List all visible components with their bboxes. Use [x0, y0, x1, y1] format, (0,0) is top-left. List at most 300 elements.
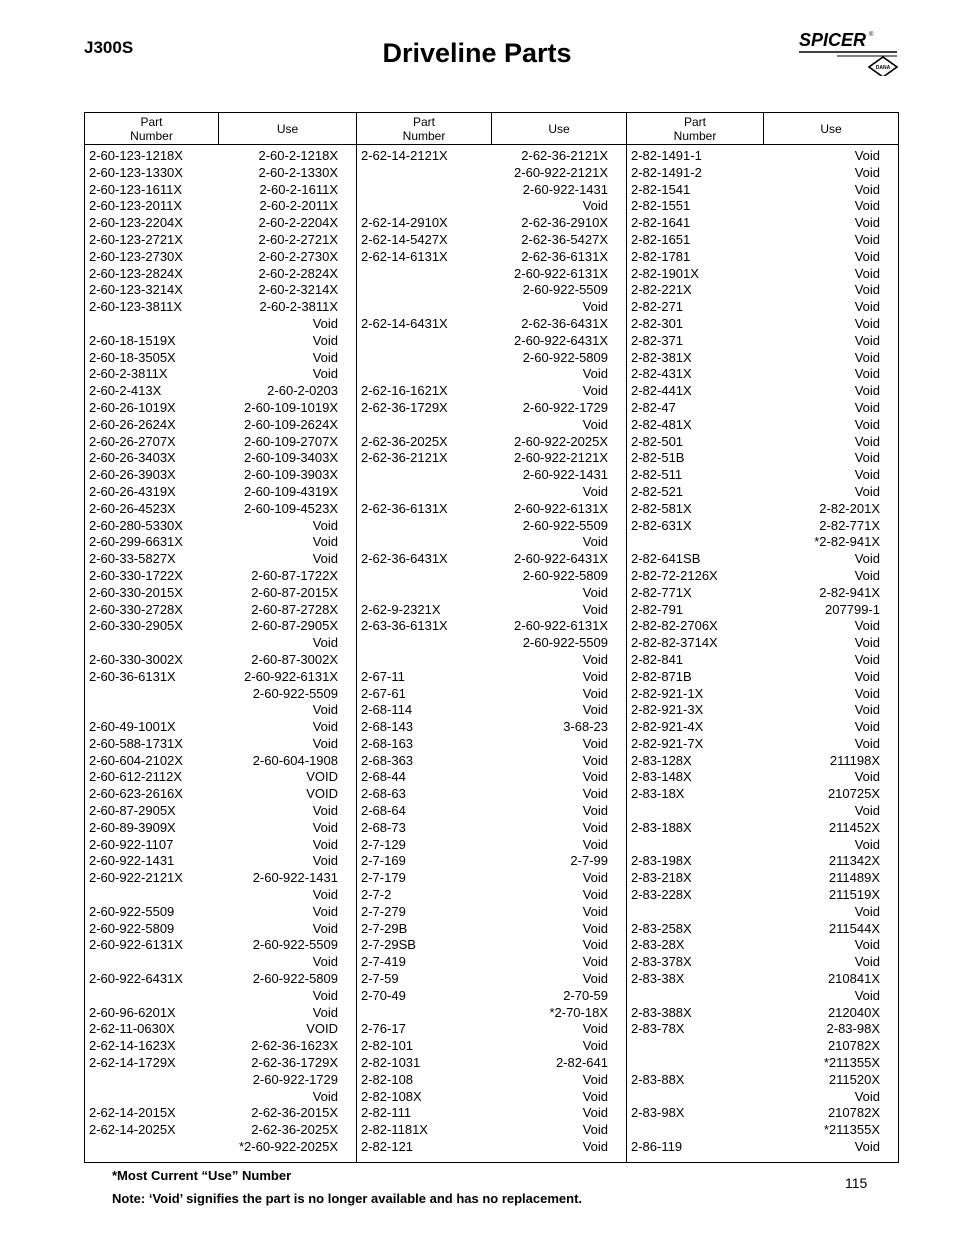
table-cell: 2-60-922-2121X	[514, 450, 608, 466]
table-cell: 211544X	[828, 920, 880, 936]
column-use-3	[764, 145, 899, 1163]
header-use-3: Use	[764, 113, 899, 145]
table-cell: Void	[312, 517, 338, 533]
table-cell: Void	[312, 551, 338, 567]
table-cell: 2-60-2-2730X	[258, 248, 338, 264]
table-cell: 2-60-330-1722X	[89, 567, 183, 583]
table-cell: 210782X	[827, 1105, 880, 1121]
table-cell: 2-60-123-1330X	[89, 164, 183, 180]
table-cell: Void	[854, 282, 880, 298]
table-cell: 2-83-148X	[631, 769, 692, 785]
table-cell: 2-82-301	[631, 315, 684, 331]
table-cell: Void	[582, 1021, 608, 1037]
table-cell: 2-62-36-2025X	[361, 433, 448, 449]
table-cell: Void	[312, 836, 338, 852]
table-cell: 2-83-78X	[631, 1021, 685, 1037]
table-cell: 2-82-921-1X	[631, 685, 704, 701]
table-cell: 2-82-1551	[631, 198, 691, 214]
table-cell: 2-82-108	[361, 1071, 414, 1087]
table-cell: 2-62-36-2025X	[251, 1122, 338, 1138]
table-cell: Void	[854, 618, 880, 634]
table-cell: 2-60-2-3811X	[89, 366, 168, 382]
table-cell: 2-62-14-2121X	[361, 148, 448, 163]
table-cell: Void	[312, 735, 338, 751]
table-cell: 211198X	[829, 752, 880, 768]
table-cell: Void	[854, 148, 880, 163]
table-cell: 2-60-2-1330X	[258, 164, 338, 180]
table-cell: 2-82-101	[361, 1038, 414, 1054]
table-cell: Void	[312, 366, 338, 382]
table-cell: Void	[582, 803, 608, 819]
table-cell: Void	[582, 383, 608, 399]
table-cell: 2-82-1541	[631, 181, 691, 197]
table-cell	[631, 837, 764, 854]
table-cell: 2-60-588-1731X	[89, 735, 183, 751]
table-cell	[361, 585, 492, 602]
table-cell: Void	[854, 769, 880, 785]
table-cell: Void	[582, 920, 608, 936]
table-cell	[361, 417, 492, 434]
table-cell: Void	[582, 752, 608, 768]
table-cell: 2-82-82-3714X	[631, 635, 718, 651]
table-cell: Void	[854, 467, 880, 483]
table-cell: 2-60-87-2905X	[89, 803, 176, 819]
table-cell: 2-60-922-5809	[252, 971, 338, 987]
table-cell: 211342X	[828, 853, 880, 869]
table-cell: 2-62-36-1623X	[251, 1038, 338, 1054]
table-cell	[89, 1139, 219, 1156]
table-cell: Void	[854, 635, 880, 651]
table-cell	[89, 887, 219, 904]
header-use-2: Use	[492, 113, 627, 145]
table-cell: Void	[312, 635, 338, 651]
table-cell: 2-62-11-0630X	[89, 1021, 175, 1037]
table-cell: Void	[582, 735, 608, 751]
table-cell	[631, 1038, 764, 1055]
table-cell: 2-60-280-5330X	[89, 517, 183, 533]
table-cell: 2-60-922-5509	[252, 685, 338, 701]
table-cell: 2-82-1491-1	[631, 148, 702, 163]
table-cell: Void	[312, 534, 338, 550]
column-part-number-3	[627, 145, 764, 1163]
table-cell: Void	[854, 433, 880, 449]
table-cell: 2-60-109-2707X	[244, 433, 338, 449]
table-cell: Void	[312, 803, 338, 819]
table-cell: 2-60-922-5509	[522, 635, 608, 651]
table-cell: 211519X	[828, 887, 880, 903]
table-cell: 2-67-11	[361, 668, 405, 684]
table-cell: 211489X	[828, 870, 880, 886]
table-cell: 2-68-44	[361, 769, 406, 785]
table-cell: 2-82-791	[631, 601, 684, 617]
table-cell	[361, 1005, 492, 1022]
table-cell: Void	[312, 903, 338, 919]
table-cell: 2-62-16-1621X	[361, 383, 448, 399]
table-cell	[361, 534, 492, 551]
table-cell: 2-82-921-3X	[631, 702, 704, 718]
table-cell	[631, 1089, 764, 1106]
table-cell: 210725X	[827, 786, 880, 802]
table-cell: Void	[854, 315, 880, 331]
table-cell: Void	[582, 870, 608, 886]
table-cell: 2-60-612-2112X	[89, 769, 182, 785]
table-cell	[89, 635, 219, 652]
table-cell	[89, 316, 219, 333]
table-cell: 2-60-123-2730X	[89, 248, 183, 264]
table-cell: 2-62-36-5427X	[521, 231, 608, 247]
table-cell: Void	[854, 651, 880, 667]
table-cell	[631, 803, 764, 820]
table-cell: Void	[582, 416, 608, 432]
column-part-number-2	[357, 145, 492, 1163]
table-cell: 2-62-36-1729X	[361, 399, 448, 415]
table-cell: 2-60-922-6131X	[514, 265, 608, 281]
table-cell: 3-68-23	[563, 719, 608, 735]
table-cell: 2-68-363	[361, 752, 414, 768]
table-cell: Void	[854, 299, 880, 315]
table-cell: 2-60-36-6131X	[89, 668, 176, 684]
table-cell: 2-68-73	[361, 819, 406, 835]
table-cell	[89, 702, 219, 719]
table-cell: 2-82-921-7X	[631, 735, 704, 751]
table-cell: 2-60-2-2721X	[258, 231, 338, 247]
table-cell: 2-60-123-3214X	[89, 282, 183, 298]
table-cell: Void	[854, 265, 880, 281]
table-cell	[361, 299, 492, 316]
table-cell: 2-62-14-2025X	[89, 1122, 176, 1138]
table-cell: 2-60-922-5809	[522, 567, 608, 583]
table-cell: 2-70-59	[563, 987, 608, 1003]
table-cell: 2-82-1651	[631, 231, 691, 247]
table-cell: Void	[312, 954, 338, 970]
table-cell: 2-60-109-4523X	[244, 500, 338, 516]
table-cell: Void	[312, 702, 338, 718]
table-cell: 2-60-2-413X	[89, 383, 162, 399]
table-cell: 2-60-922-5509	[252, 937, 338, 953]
table-cell: 2-60-922-6431X	[514, 332, 608, 348]
table-cell	[631, 534, 764, 551]
table-cell: 2-82-1641	[631, 215, 691, 231]
table-cell: 2-68-63	[361, 786, 406, 802]
table-cell: 2-82-641SB	[631, 551, 701, 567]
table-cell: 2-7-99	[570, 853, 608, 869]
table-cell	[361, 266, 492, 283]
table-cell: Void	[854, 1088, 880, 1104]
table-cell	[361, 635, 492, 652]
table-cell: Void	[854, 702, 880, 718]
table-cell: 2-62-36-6431X	[521, 315, 608, 331]
table-cell: 2-60-623-2616X	[89, 786, 183, 802]
table-cell	[361, 282, 492, 299]
table-cell: 2-60-922-5509	[522, 517, 608, 533]
table-cell: 2-60-922-1107	[89, 836, 174, 852]
table-cell: Void	[582, 483, 608, 499]
table-cell: 2-62-14-2015X	[89, 1105, 176, 1121]
table-cell: 2-67-61	[361, 685, 406, 701]
table-cell: Void	[854, 567, 880, 583]
table-cell: 2-60-922-6131X	[514, 618, 608, 634]
table-cell: 2-62-36-2121X	[361, 450, 448, 466]
table-cell: Void	[854, 383, 880, 399]
table-cell: Void	[312, 987, 338, 1003]
table-cell: Void	[582, 836, 608, 852]
table-cell: 2-62-14-2910X	[361, 215, 448, 231]
table-cell: 2-82-221X	[631, 282, 692, 298]
table-cell: 2-83-38X	[631, 971, 685, 987]
table-cell: 2-60-922-6131X	[89, 937, 183, 953]
table-cell: Void	[854, 1139, 880, 1155]
table-cell: 2-62-36-2910X	[521, 215, 608, 231]
table-cell: 2-62-36-6131X	[521, 248, 608, 264]
table-cell: 2-60-109-3403X	[244, 450, 338, 466]
table-cell: 2-60-123-1611X	[89, 181, 182, 197]
table-cell: 207799-1	[825, 601, 880, 617]
table-cell: 2-83-98X	[826, 1021, 880, 1037]
table-cell: 2-62-14-1729X	[89, 1055, 176, 1071]
table-cell: 2-60-26-1019X	[89, 399, 176, 415]
table-cell: 2-60-2-3811X	[259, 299, 338, 315]
table-cell: 2-82-371	[631, 332, 684, 348]
table-cell: 2-82-1491-2	[631, 164, 702, 180]
table-cell: Void	[582, 971, 608, 987]
table-cell: 2-60-33-5827X	[89, 551, 176, 567]
table-cell: 2-60-922-5809	[522, 349, 608, 365]
table-cell	[361, 568, 492, 585]
table-cell: 2-62-9-2321X	[361, 601, 441, 617]
table-cell: 2-60-87-2728X	[251, 601, 338, 617]
table-cell: Void	[312, 853, 338, 869]
table-cell: Void	[582, 819, 608, 835]
table-cell: Void	[854, 685, 880, 701]
table-cell: 212040X	[827, 1004, 880, 1020]
table-cell: 2-68-114	[361, 702, 413, 718]
table-body-row	[85, 145, 899, 1163]
table-cell: 2-83-128X	[631, 752, 692, 768]
table-cell: Void	[312, 349, 338, 365]
table-cell: 2-83-228X	[631, 887, 692, 903]
table-cell: 2-60-922-1431	[522, 181, 608, 197]
table-cell: 2-60-922-1431	[89, 853, 175, 869]
table-cell: 2-60-922-1431	[522, 467, 608, 483]
header-part-number-3: Part Number	[627, 113, 764, 145]
table-cell: 2-62-36-2121X	[521, 148, 608, 163]
table-cell: 2-7-59	[361, 971, 399, 987]
table-cell	[361, 350, 492, 367]
table-cell: 2-82-481X	[631, 416, 692, 432]
table-cell: 2-60-922-6131X	[244, 668, 338, 684]
table-cell: 210841X	[827, 971, 880, 987]
table-cell: Void	[854, 332, 880, 348]
table-cell: 2-60-109-1019X	[244, 399, 338, 415]
parts-table	[84, 112, 899, 1163]
table-cell: 2-60-922-2025X	[514, 433, 608, 449]
table-cell: Void	[582, 954, 608, 970]
table-cell: 2-60-26-4523X	[89, 500, 176, 516]
table-cell: 2-62-14-5427X	[361, 231, 448, 247]
table-cell: 2-82-771X	[819, 517, 880, 533]
table-cell: 2-60-922-1729	[522, 399, 608, 415]
column-use-2	[492, 145, 627, 1163]
table-cell: 2-82-1181X	[361, 1122, 428, 1138]
table-cell: 2-60-922-1729	[252, 1071, 338, 1087]
table-cell: 2-60-123-2824X	[89, 265, 183, 281]
table-cell: 2-82-72-2126X	[631, 567, 718, 583]
table-cell: 2-60-2-2011X	[259, 198, 338, 214]
table-cell: Void	[854, 416, 880, 432]
model-code: J300S	[84, 38, 134, 57]
table-cell: Void	[854, 483, 880, 499]
table-cell: 210782X	[827, 1038, 880, 1054]
table-cell: 2-60-330-2905X	[89, 618, 183, 634]
table-cell: 2-82-511	[631, 467, 683, 483]
table-cell: Void	[854, 836, 880, 852]
table-cell	[631, 988, 764, 1005]
table-cell: Void	[582, 366, 608, 382]
table-cell: Void	[854, 668, 880, 684]
table-cell: 2-60-604-2102X	[89, 752, 183, 768]
table-cell: 2-83-378X	[631, 954, 692, 970]
table-cell: 2-82-1901X	[631, 265, 699, 281]
header-part-number-2: Part Number	[357, 113, 492, 145]
table-cell: 2-7-129	[361, 836, 406, 852]
table-cell: 2-60-2-1218X	[258, 148, 338, 163]
table-cell: 2-60-922-5509	[522, 282, 608, 298]
logo-wordmark: SPICER	[799, 30, 867, 50]
table-cell	[89, 1089, 219, 1106]
table-cell: 2-7-419	[361, 954, 406, 970]
footnote-current-use: *Most Current “Use” Number	[112, 1168, 292, 1183]
table-cell	[361, 652, 492, 669]
table-cell: 2-7-169	[361, 853, 406, 869]
table-cell: 2-82-201X	[819, 500, 880, 516]
table-cell: 2-60-922-6131X	[514, 500, 608, 516]
table-cell: 2-60-2-2204X	[258, 215, 338, 231]
table-cell: 2-60-604-1908	[252, 752, 338, 768]
table-cell	[361, 518, 492, 535]
table-cell: Void	[582, 903, 608, 919]
logo-badge: DANA	[875, 65, 891, 71]
table-cell: 2-82-501	[631, 433, 684, 449]
header-part-number-1: Part Number	[85, 113, 219, 145]
table-cell: 2-60-299-6631X	[89, 534, 183, 550]
table-cell: 2-76-17	[361, 1021, 406, 1037]
table-cell: 2-60-26-2707X	[89, 433, 176, 449]
table-cell: 2-83-188X	[631, 819, 692, 835]
table-cell: Void	[854, 735, 880, 751]
table-cell: 2-82-1781	[631, 248, 691, 264]
table-cell: 2-60-922-2121X	[89, 870, 183, 886]
table-cell: 2-82-441X	[631, 383, 692, 399]
table-cell: 2-62-36-6131X	[361, 500, 448, 516]
table-cell: Void	[854, 198, 880, 214]
table-cell: 2-82-521	[631, 483, 684, 499]
table-cell: 2-62-14-6131X	[361, 248, 448, 264]
table-cell: Void	[582, 198, 608, 214]
table-cell: 2-70-49	[361, 987, 406, 1003]
table-cell: 2-60-26-3403X	[89, 450, 176, 466]
table-cell: 2-82-921-4X	[631, 719, 704, 735]
table-cell: Void	[854, 164, 880, 180]
table-cell: 2-82-51B	[631, 450, 685, 466]
table-cell: Void	[312, 920, 338, 936]
header-use-1: Use	[219, 113, 357, 145]
table-cell: Void	[582, 702, 608, 718]
table-cell: 2-86-119	[631, 1139, 683, 1155]
table-cell: 2-60-2-1611X	[259, 181, 338, 197]
table-cell	[631, 1055, 764, 1072]
table-cell: Void	[582, 601, 608, 617]
table-cell: Void	[582, 1071, 608, 1087]
table-cell	[89, 686, 219, 703]
table-cell	[361, 182, 492, 199]
table-cell: Void	[582, 769, 608, 785]
table-cell: 2-60-87-3002X	[251, 651, 338, 667]
table-cell: Void	[854, 803, 880, 819]
table-cell: Void	[582, 937, 608, 953]
table-cell: Void	[582, 786, 608, 802]
table-cell: 2-60-2-2824X	[258, 265, 338, 281]
table-cell: Void	[312, 719, 338, 735]
table-cell: Void	[854, 181, 880, 197]
table-cell: 2-60-922-5509	[89, 903, 175, 919]
table-cell	[361, 484, 492, 501]
table-cell: 2-60-123-3811X	[89, 299, 182, 315]
table-cell: *211355X	[823, 1122, 880, 1138]
table-cell: 2-60-109-3903X	[244, 467, 338, 483]
table-cell: Void	[854, 231, 880, 247]
table-header-row	[85, 113, 899, 145]
table-cell: Void	[582, 1139, 608, 1155]
table-cell: 2-7-179	[361, 870, 406, 886]
table-cell: 2-83-88X	[631, 1071, 685, 1087]
table-cell: Void	[854, 987, 880, 1003]
table-cell: 2-7-2	[361, 887, 392, 903]
table-cell: 2-83-28X	[631, 937, 685, 953]
table-cell: Void	[312, 1088, 338, 1104]
table-cell: 2-82-631X	[631, 517, 692, 533]
table-cell: 2-60-109-2624X	[244, 416, 338, 432]
table-cell: Void	[582, 887, 608, 903]
table-cell: Void	[854, 903, 880, 919]
table-cell: 2-82-941X	[819, 584, 880, 600]
table-cell: Void	[582, 1038, 608, 1054]
table-cell: 2-63-36-6131X	[361, 618, 448, 634]
table-cell: 2-83-18X	[631, 786, 685, 802]
table-cell	[361, 366, 492, 383]
table-cell: Void	[854, 719, 880, 735]
table-cell: 2-60-26-4319X	[89, 483, 176, 499]
table-cell: 2-82-47	[631, 399, 676, 415]
table-cell: Void	[854, 248, 880, 264]
table-cell	[361, 198, 492, 215]
spicer-logo	[797, 30, 901, 76]
table-cell: 211520X	[828, 1071, 880, 1087]
table-cell: 2-60-49-1001X	[89, 719, 176, 735]
table-cell: Void	[582, 1122, 608, 1138]
table-cell	[89, 954, 219, 971]
table-cell: 2-62-36-2015X	[251, 1105, 338, 1121]
table-cell: 2-60-922-6431X	[89, 971, 183, 987]
table-cell	[631, 904, 764, 921]
table-cell: Void	[312, 819, 338, 835]
table-cell	[89, 988, 219, 1005]
table-cell: 2-60-123-2011X	[89, 198, 182, 214]
column-use-1	[219, 145, 357, 1163]
table-cell: 2-60-922-1431	[252, 870, 338, 886]
table-cell: 2-60-109-4319X	[244, 483, 338, 499]
table-cell: 2-82-1031	[361, 1055, 421, 1071]
table-cell: 2-82-641	[555, 1055, 608, 1071]
